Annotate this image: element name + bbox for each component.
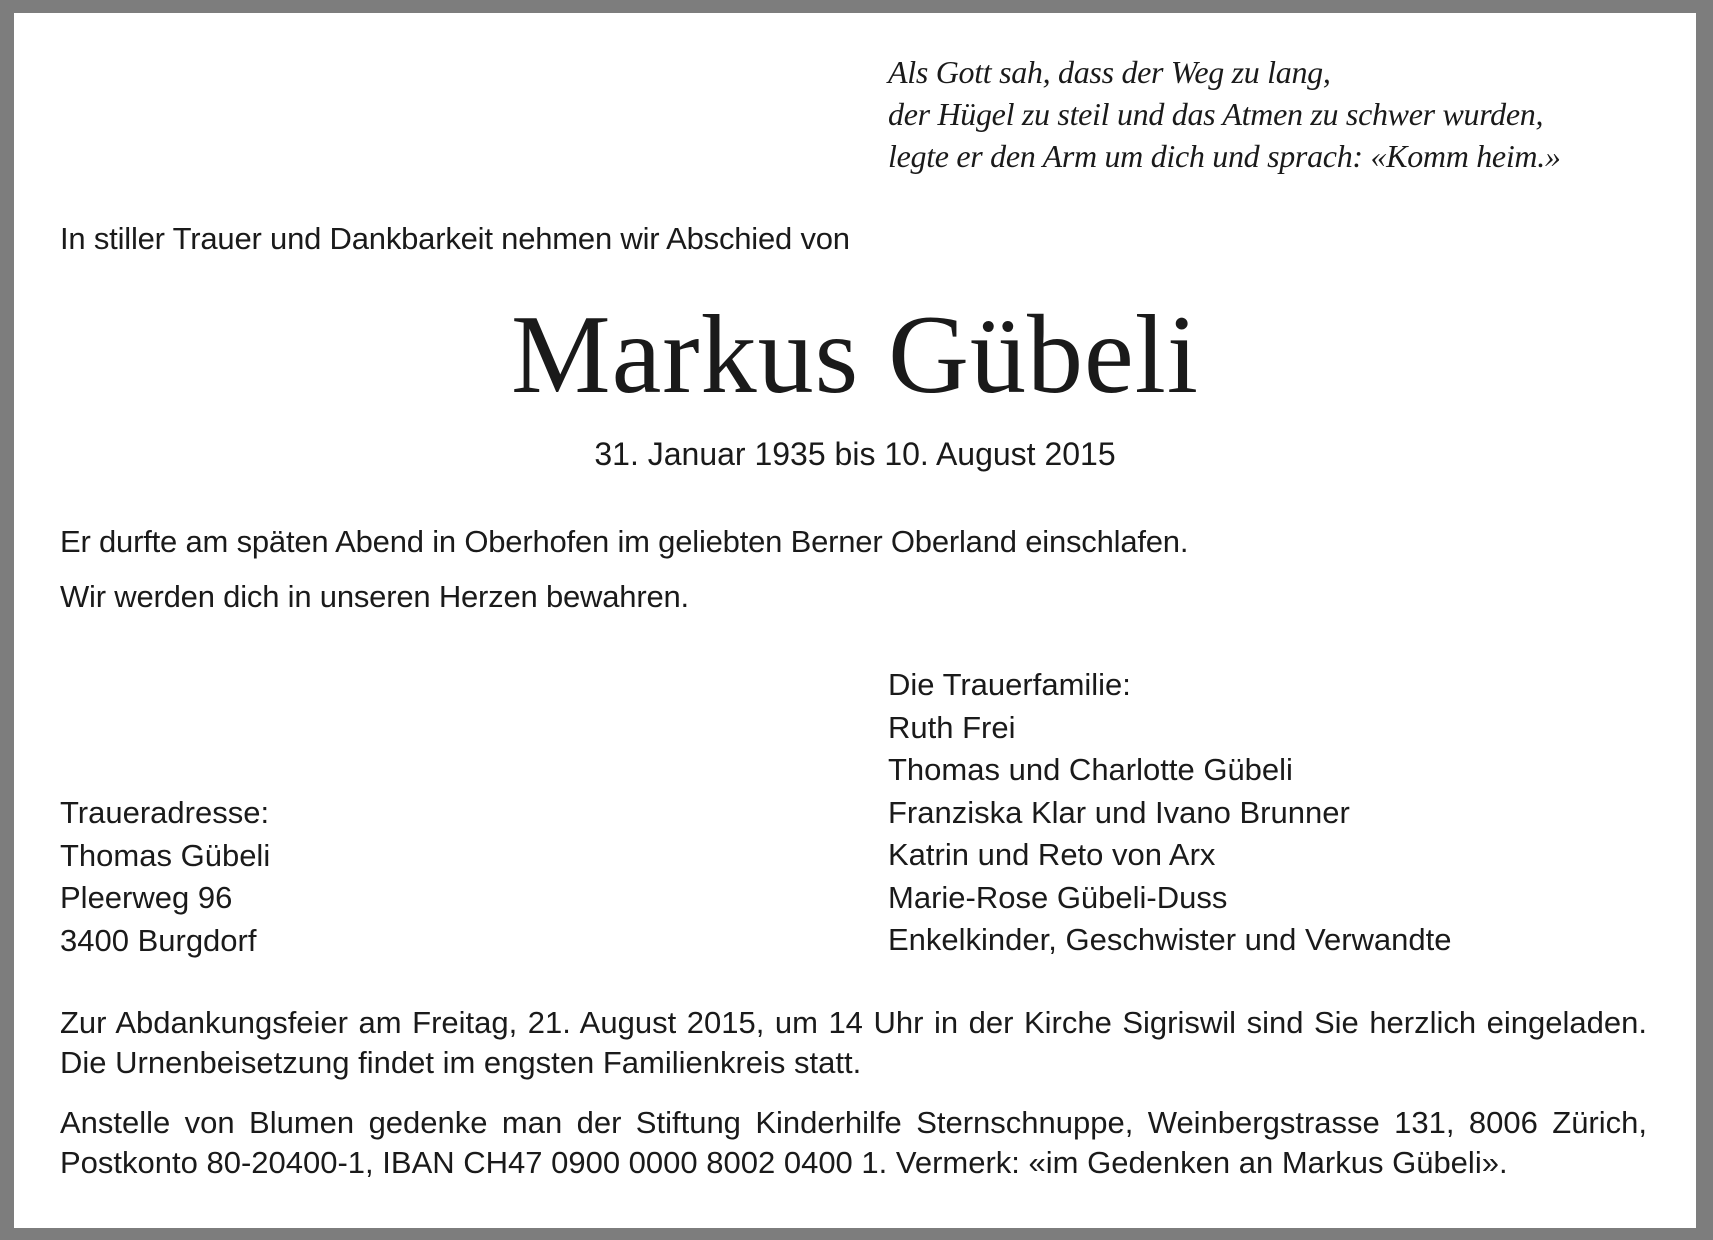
life-dates: 31. Januar 1935 bis 10. August 2015: [594, 436, 1116, 472]
family-member: Marie-Rose Gübeli-Duss: [888, 879, 1228, 915]
intro-text: In stiller Trauer und Dankbarkeit nehmen wir Abschied von: [60, 221, 850, 256]
verse: [888, 51, 1561, 177]
text-line-1: Er durfte am späten Abend in Oberhofen im geliebten Berner Oberland einschlafen.: [60, 524, 1189, 559]
ceremony-text: Zur Abdankungsfeier am Freitag, 21. August 2015, um 14 Uhr in der Kirche Sigriswil sind Sie herzlich eingeladen. Die Urnenbeisetzung findet im engsten Familienkreis statt.: [60, 1005, 1647, 1080]
obituary-notice: [14, 13, 1696, 1228]
family-member: Enkelkinder, Geschwister und Verwandte: [888, 922, 1452, 957]
family-member: Franziska Klar und Ivano Brunner: [888, 794, 1350, 830]
family-list: [888, 664, 1451, 962]
family-member: Ruth Frei: [888, 709, 1016, 745]
donation-text: Anstelle von Blumen gedenke man der Stiftung Kinderhilfe Sternschnuppe, Weinbergstrasse 131, 8006 Zürich, Postkonto 80-20400-1, IBAN CH47 0900 0000 8002 0400 1. Vermerk: «im Gedenken an Markus Gübeli».: [60, 1105, 1647, 1180]
verse-line: Als Gott sah, dass der Weg zu lang,: [888, 54, 1331, 90]
deceased-name: Markus Gübeli: [510, 293, 1199, 417]
family-member: Katrin und Reto von Arx: [888, 837, 1216, 872]
verse-line: legte er den Arm um dich und sprach: «Komm heim.»: [888, 138, 1561, 174]
text-line-2: Wir werden dich in unseren Herzen bewahren.: [60, 579, 689, 614]
family-member: Thomas und Charlotte Gübeli: [888, 752, 1293, 787]
address-line: Thomas Gübeli: [60, 837, 271, 873]
address-block: [60, 792, 270, 962]
address-line: Pleerweg 96: [60, 880, 233, 915]
address-line: 3400 Burgdorf: [60, 922, 257, 958]
address-heading: Traueradresse:: [60, 795, 270, 830]
verse-line: der Hügel zu steil und das Atmen zu schwer wurden,: [888, 96, 1544, 132]
family-heading: Die Trauerfamilie:: [888, 667, 1131, 702]
